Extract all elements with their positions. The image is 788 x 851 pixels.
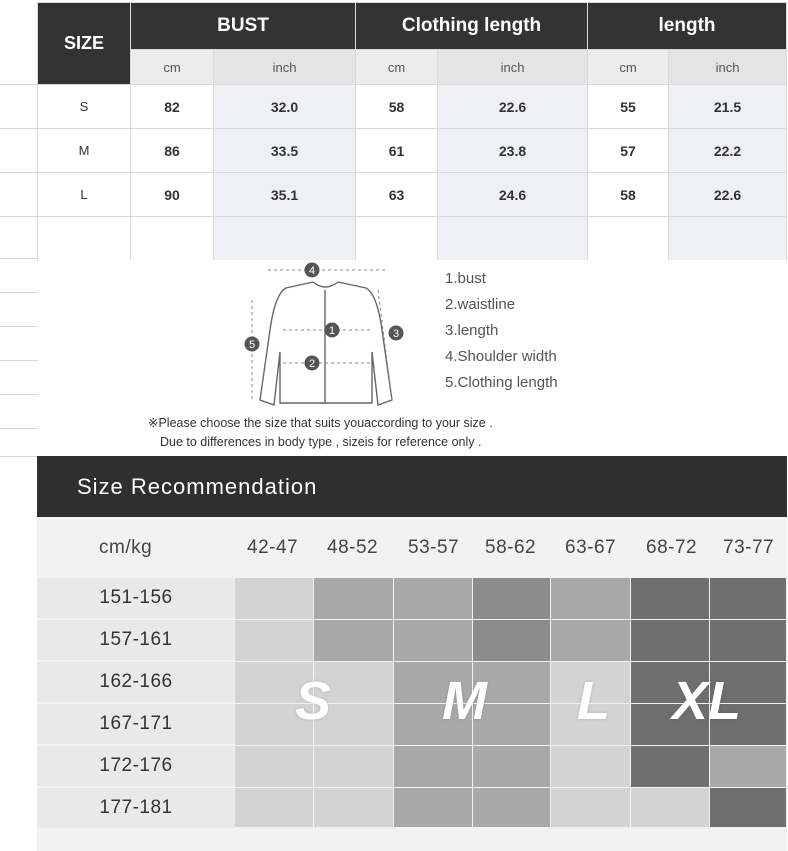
bust-cm: 82 <box>131 85 214 129</box>
unit-cell: cm <box>588 50 669 85</box>
legend-item: 2.waistline <box>445 296 516 313</box>
recommendation-cell <box>394 620 472 661</box>
height-header: 177-181 <box>37 788 235 828</box>
legend-item: 1.bust <box>445 270 486 287</box>
height-header: 167-171 <box>37 704 235 744</box>
recommendation-cell <box>710 746 786 787</box>
legend-item: 4.Shoulder width <box>445 348 557 365</box>
height-header: 157-161 <box>37 620 235 660</box>
weight-header: 53-57 <box>408 537 460 558</box>
height-header: 151-156 <box>37 578 235 618</box>
recommendation-cell <box>473 746 550 787</box>
recommendation-cell <box>631 578 709 619</box>
clothing-length-cm: 61 <box>356 129 438 173</box>
size-zone-m: M <box>442 671 487 731</box>
recommendation-cell <box>631 620 709 661</box>
size-label: L <box>38 173 131 217</box>
legend-item: 3.length <box>445 322 499 339</box>
marker-2 <box>305 356 320 371</box>
recommendation-cell <box>473 578 550 619</box>
svg-text:4: 4 <box>308 265 316 277</box>
empty-cell <box>131 217 214 261</box>
recommendation-cell <box>551 578 630 619</box>
weight-header: 58-62 <box>485 537 537 558</box>
recommendation-header <box>37 456 787 517</box>
size-zone-s: S <box>295 671 332 731</box>
marker-5 <box>245 337 260 352</box>
height-header: 162-166 <box>37 662 235 702</box>
clothing-length-inch: 22.6 <box>438 85 588 129</box>
table-row <box>38 129 787 173</box>
recommendation-cell <box>235 746 313 787</box>
empty-cell <box>438 217 588 261</box>
empty-cell <box>38 217 131 261</box>
empty-row <box>38 217 787 261</box>
dimension-lines <box>252 270 392 400</box>
recommendation-cell <box>473 788 550 827</box>
sheet-gridlines <box>0 0 38 700</box>
jacket-diagram <box>228 260 428 410</box>
corner-label: cm/kg <box>99 537 153 558</box>
weight-header: 68-72 <box>646 537 698 558</box>
size-zone-l: L <box>577 671 610 731</box>
recommendation-cell <box>394 788 472 827</box>
unit-cell: inch <box>438 50 588 85</box>
empty-cell <box>214 217 356 261</box>
svg-text:1: 1 <box>328 325 336 337</box>
header-length: length <box>588 3 787 50</box>
unit-cell: inch <box>669 50 787 85</box>
length-cm: 57 <box>588 129 669 173</box>
size-note <box>148 414 493 452</box>
unit-cell: cm <box>131 50 214 85</box>
weight-header: 48-52 <box>327 537 379 558</box>
recommendation-cell <box>314 788 393 827</box>
jacket-outline-icon <box>260 282 392 405</box>
size-label: S <box>38 85 131 129</box>
marker-4 <box>305 263 320 278</box>
table-row <box>38 85 787 129</box>
clothing-length-cm: 58 <box>356 85 438 129</box>
recommendation-cell <box>314 746 393 787</box>
svg-text:5: 5 <box>248 339 256 351</box>
recommendation-grid <box>37 517 787 851</box>
recommendation-cell <box>394 578 472 619</box>
measurement-diagram-section <box>38 260 786 456</box>
header-size: SIZE <box>38 3 131 85</box>
recommendation-cell <box>710 578 786 619</box>
empty-cell <box>356 217 438 261</box>
header-clothing-length: Clothing length <box>356 3 588 50</box>
recommendation-cell <box>235 620 313 661</box>
height-header: 172-176 <box>37 746 235 786</box>
weight-header: 63-67 <box>565 537 617 558</box>
length-cm: 58 <box>588 173 669 217</box>
length-inch: 22.6 <box>669 173 787 217</box>
svg-text:2: 2 <box>308 358 316 370</box>
clothing-length-inch: 24.6 <box>438 173 588 217</box>
size-table <box>37 2 787 261</box>
unit-row <box>38 50 787 85</box>
bust-inch: 33.5 <box>214 129 356 173</box>
bust-cm: 90 <box>131 173 214 217</box>
clothing-length-inch: 23.8 <box>438 129 588 173</box>
marker-3 <box>389 326 404 341</box>
svg-text:3: 3 <box>392 328 400 340</box>
bust-inch: 35.1 <box>214 173 356 217</box>
length-inch: 21.5 <box>669 85 787 129</box>
length-inch: 22.2 <box>669 129 787 173</box>
recommendation-cell <box>235 578 313 619</box>
length-cm: 55 <box>588 85 669 129</box>
weight-header: 73-77 <box>723 537 775 558</box>
recommendation-cell <box>551 788 630 827</box>
header-bust: BUST <box>131 3 356 50</box>
note-line: Due to differences in body type , sizeis for reference only . <box>160 435 482 449</box>
recommendation-cell <box>551 620 630 661</box>
recommendation-cell <box>394 746 472 787</box>
unit-cell: inch <box>214 50 356 85</box>
recommendation-cell <box>710 788 786 827</box>
empty-cell <box>588 217 669 261</box>
legend-item: 5.Clothing length <box>445 374 558 391</box>
recommendation-cell <box>631 746 709 787</box>
unit-cell: cm <box>356 50 438 85</box>
recommendation-cell <box>314 578 393 619</box>
measurement-legend <box>445 266 558 396</box>
size-zone-xl: XL <box>672 671 742 731</box>
empty-cell <box>669 217 787 261</box>
bust-inch: 32.0 <box>214 85 356 129</box>
clothing-length-cm: 63 <box>356 173 438 217</box>
recommendation-cell <box>710 620 786 661</box>
recommendation-title: Size Recommendation <box>77 474 318 499</box>
size-table-header <box>38 3 787 50</box>
note-line: ※Please choose the size that suits youaccording to your size . <box>148 416 493 430</box>
bust-cm: 86 <box>131 129 214 173</box>
recommendation-cell <box>631 788 709 827</box>
size-label: M <box>38 129 131 173</box>
recommendation-cell <box>314 620 393 661</box>
table-row <box>38 173 787 217</box>
recommendation-cell <box>551 746 630 787</box>
recommendation-cell <box>473 620 550 661</box>
weight-header: 42-47 <box>247 537 299 558</box>
recommendation-cell <box>235 788 313 827</box>
marker-1 <box>325 323 340 338</box>
